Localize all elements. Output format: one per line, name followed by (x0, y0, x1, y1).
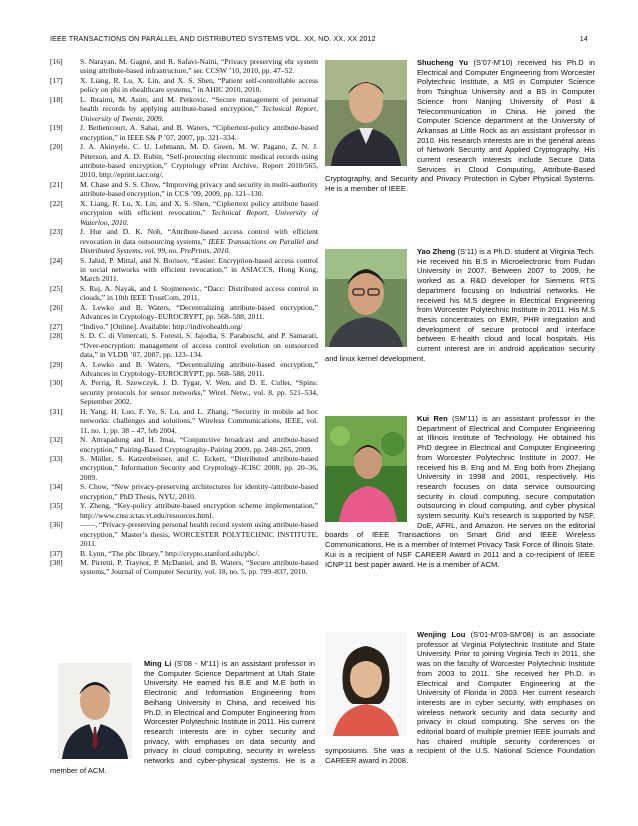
reference-text: S. Chow, “New privacy-preserving architectures for identity-/attribute-based encryption,” PhD Thesis, NYU, 2010. (80, 482, 318, 501)
bio-name: Kui Ren (417, 414, 448, 423)
reference-item (50, 378, 318, 406)
bio-wenjing-lou (325, 630, 595, 766)
references-list (50, 57, 318, 577)
reference-item (50, 284, 318, 303)
reference-number: [32] (50, 435, 63, 445)
reference-text: X. Liang, R. Lu, X. Lin, and X. S. Shen, “Ciphertext policy attribute based encryption with efficient revocation,” (80, 198, 318, 218)
bio-name: Shucheng Yu (417, 58, 469, 67)
reference-text: J. A. Akinyele, C. U. Lehmann, M. D. Green, M. W. Pagano, Z. N. J. Peterson, and A. D. Rubin, “Self-protecting electronic medical records using attribute-based encryption,” Cryptology ePrint Archive, Report 2010/565, 2010, http://eprint.iacr.org/. (80, 142, 318, 180)
reference-number: [38] (50, 558, 63, 568)
reference-text: X. Liang, R. Lu, X. Lin, and X. S. Shen, “Patient self-controllable access policy on phi in ehealthcare systems,” in AHIC 2010, 2010. (80, 75, 318, 95)
reference-number: [36] (50, 520, 63, 530)
reference-number: [27] (50, 321, 63, 331)
reference-venue: IEEE Transactions on Parallel and Distributed Systems, vol. 99, no. PrePrints, 2010. (80, 236, 318, 256)
reference-number: [17] (50, 75, 63, 85)
reference-text: S. Müller, S. Katzenbeisser, and C. Eckert, “Distributed attribute-based encryption,” Information Security and Cryptology–ICISC 2008, pp. 20–36, 2009. (80, 454, 318, 482)
reference-item (50, 435, 318, 454)
reference-item (50, 199, 318, 227)
reference-number: [35] (50, 501, 63, 511)
reference-text: J. Hur and D. K. Noh, “Attribute-based access control with efficient revocation in data outsourcing systems,” (80, 227, 318, 246)
reference-number: [22] (50, 198, 63, 208)
bio-kui-ren (325, 414, 595, 569)
reference-text: S. Jahid, P. Mittal, and N. Borisov, “Easier: Encryption-based access control in social networks with efficient revocation,” in ASIACCS, Hong Kong, March 2011. (80, 255, 318, 284)
reference-number: [19] (50, 123, 63, 133)
reference-item (50, 549, 318, 558)
reference-item (50, 180, 318, 199)
reference-item (50, 360, 318, 379)
reference-text: J. Bethencourt, A. Sahai, and B. Waters, “Ciphertext-policy attribute-based encryption,” in IEEE S& P ’07, 2007, pp. 321–334. (80, 123, 318, 142)
reference-item (50, 303, 318, 322)
bio-name: Wenjing Lou (417, 630, 466, 639)
reference-item (50, 331, 318, 359)
journal-title: IEEE TRANSACTIONS ON PARALLEL AND DISTRIBUTED SYSTEMS VOL. XX, NO. XX, XX 2012 (50, 34, 376, 43)
bio-name: Yao Zheng (417, 247, 456, 256)
reference-item (50, 95, 318, 123)
reference-item (50, 322, 318, 331)
reference-text: A. Perrig, R. Szewczyk, J. D. Tygar, V. Wen, and D. E. Culler, “Spins: security protocols for sensor networks,” Wirel. Netw., vol. 8, pp. 521–534, September 2002. (80, 378, 318, 407)
bio-yao-zheng (325, 247, 595, 363)
reference-text: A. Lewko and B. Waters, “Decentralizing attribute-based encryption,” Advances in Cryptology–EUROCRYPT, pp. 568–588, 2011. (80, 302, 318, 322)
reference-text: “Indivo.” [Online]. Available: http://indivohealth.org/ (80, 321, 243, 331)
author-photo-yao-zheng (325, 249, 407, 347)
reference-item (50, 57, 318, 76)
reference-item (50, 558, 318, 577)
reference-number: [33] (50, 454, 63, 464)
reference-item (50, 482, 318, 501)
reference-number: [34] (50, 482, 63, 492)
reference-text: N. Attrapadung and H. Imai, “Conjunctive broadcast and attribute-based encryption,” Pairing-Based Cryptography–Pairing 2009, pp. 248–265, 2009. (80, 435, 318, 454)
bio-name: Ming Li (144, 659, 172, 668)
reference-text: H. Yang, H. Luo, F. Ye, S. Lu, and L. Zhang, “Security in mobile ad hoc networks: challenges and solutions,” Wireless Communications, IEEE, vol. 11, no. 1, pp. 38 – 47, feb 2004. (80, 406, 318, 435)
reference-text: B. Lynn, “The pbc library,” http://crypto.stanford.edu/pbc/. (80, 548, 260, 558)
bio-ming-li (50, 659, 315, 775)
reference-number: [25] (50, 283, 63, 293)
reference-item (50, 123, 318, 142)
reference-text: M. Pirretti, P. Traynor, P. McDaniel, and B. Waters, “Secure attribute-based systems,” Journal of Computer Security, vol. 18, no. 5, pp. 799–837, 2010. (80, 558, 318, 577)
reference-venue: Technical Report, University of Waterloo, 2010. (80, 208, 318, 227)
bio-text: (S’01-M’03-SM’08) is an associate professor at Virginia Polytechnic Institute and State University. Prior to joining Virginia Tech in 2011, she was on the faculty of Worcester Polytechnic Institute from 2003 to 2011. She received her Ph.D. in Electrical and Computer Engineering at the University of Florida in 2003. Her current research interests are in cyber security, with emphases on wireless network security and data security and privacy in cloud computing. She serves on the editorial board of multiple premier IEEE journals and has chaired multiple security conferences or symposiums. She was a recipient of the U.S. National Science Foundation CAREER award in 2008. (325, 630, 595, 766)
reference-text: M. Chase and S. S. Chow, “Improving privacy and security in multi-authority attribute-based encryption,” in CCS ’09, 2009, pp. 121–130. (80, 179, 318, 199)
reference-text: A. Lewko and B. Waters, “Decentralizing attribute-based encryption,” Advances in Cryptology–EUROCRYPT, pp. 568–588, 2011. (80, 359, 318, 378)
reference-number: [24] (50, 255, 63, 265)
bio-text: (S’08 - M’11) is an assistant professor in the Computer Science Department at Utah State University. He earned his B.E and M.E both in Electronic and Information Engineering from Beihang University in China, and received his Ph.D. in Electrical and Computer Engineering from Worcester Polytechnic Institute in 2011. His current research interests are in cyber security and privacy, with emphases on data security and privacy in cloud computing, security in wireless networks and cyber-physical systems. He is a member of ACM. (50, 659, 315, 775)
reference-number: [18] (50, 94, 63, 104)
reference-number: [37] (50, 548, 63, 558)
reference-number: [29] (50, 359, 63, 369)
author-photo-shucheng-yu (325, 60, 407, 166)
bio-text: (SM’11) is an assistant professor in the Department of Electrical and Computer Engineering at Illinois Institute of Technology. He obtained his PhD degree in Electrical and Computer Engineering from Worcester Polytechnic Institute in 2007. He received his B. Eng and M. Eng both from Zhejiang University in 1998 and 2001, respectively. His research focuses on data service outsourcing security in cloud computing, secure computation outsourcing in cloud computing, and cyber physical system security. Kui’s research is supported by NSF, DoE, AFRL, and Amazon. He serves on the editorial boards of IEEE Transactions on Smart Grid and IEEE Wireless Communications. He is a member of Internet Privacy Task Force of Illinois State. Kui is a recipient of NSF CAREER Award in 2011 and a co-recipient of IEEE ICNP’11 best paper award. He is a member of ACM. (325, 414, 595, 569)
reference-item (50, 76, 318, 95)
reference-item (50, 227, 318, 255)
reference-number: [26] (50, 302, 63, 312)
reference-text: S. Narayan, M. Gagné, and R. Safavi-Naini, “Privacy preserving ehr system using attribute-based infrastructure,” ser. CCSW ’10, 2010, pp. 47–52. (80, 57, 318, 76)
reference-item (50, 501, 318, 520)
reference-item (50, 142, 318, 180)
bio-text: (S’11) is a Ph.D. student at Virginia Tech. He received his B.S in Microelectronic from Fudan University in 2007. Between 2007 to 2009, he worked as a R&D developer for Siemens RTS department focusing on Industrial networks. He received his M.S degree in Electrical Engineering from Worcester Polytechnic Institute in 2011. His M.S thesis concentrates on EMR, PHR integration and development of secure protocol and interface between E-health cloud and local hospitals. His current interest are in android application security and linux kernel development. (325, 247, 595, 363)
bio-shucheng-yu (325, 58, 595, 194)
reference-text: ——, “Privacy-preserving personal health record system using attribute-based encryption,” Master’s thesis, WORCESTER POLYTECHNIC INSTITUTE, 2011. (80, 520, 318, 549)
reference-text: S. D. C. di Vimercati, S. Foresti, S. Jajodia, S. Paraboschi, and P. Samarati, “Over-encryption: management of access control evolution on outsourced data,” in VLDB ’07, 2007, pp. 123–134. (80, 331, 318, 360)
reference-item (50, 256, 318, 284)
author-photo-kui-ren (325, 416, 407, 522)
page-number: 14 (579, 34, 588, 43)
reference-item (50, 520, 318, 548)
reference-text: L. Ibraimi, M. Asim, and M. Petkovic, “Secure management of personal health records by applying attribute-based encryption,” (80, 94, 318, 114)
reference-venue: Technical Report, University of Twente, 2009. (80, 104, 319, 123)
reference-text: S. Ruj, A. Nayak, and I. Stojmenovic, “Dacc: Distributed access control in clouds,” in 10th IEEE TrustCom, 2011. (80, 283, 318, 303)
reference-number: [31] (50, 406, 63, 416)
bio-text: (S’07-M’10) received his Ph.D in Electrical and Computer Engineering from Worcester Polytechnic Institute, a MS in Computer Science from Tsinghua University and a BS in Computer Science from Nanjing University of Post & Telecommunication in China. He joined the Computer Science department at the University of Arkansas at Little Rock as an assistant professor in 2010. His research interests are in the general areas of Network Security and Applied Cryptography. His current research interests include Secure Data Services in Cloud Computing, Attribute-Based Cryptography, and Security and Privacy Protection in Cyber Physical Systems. He is a member of IEEE. (325, 58, 596, 194)
page-header (50, 34, 588, 46)
reference-number: [20] (50, 142, 63, 152)
reference-item (50, 407, 318, 435)
author-photo-wenjing-lou (325, 632, 407, 736)
reference-number: [30] (50, 378, 63, 388)
reference-number: [23] (50, 227, 63, 237)
reference-number: [28] (50, 331, 63, 341)
reference-item (50, 454, 318, 482)
reference-number: [21] (50, 179, 63, 189)
author-photo-ming-li (58, 663, 132, 759)
reference-text: Y. Zheng, “Key-policy attribute-based encryption scheme implementation,” http://www.cnsr.ictas.vt.edu/resources.html. (80, 501, 318, 520)
reference-number: [16] (50, 57, 63, 66)
